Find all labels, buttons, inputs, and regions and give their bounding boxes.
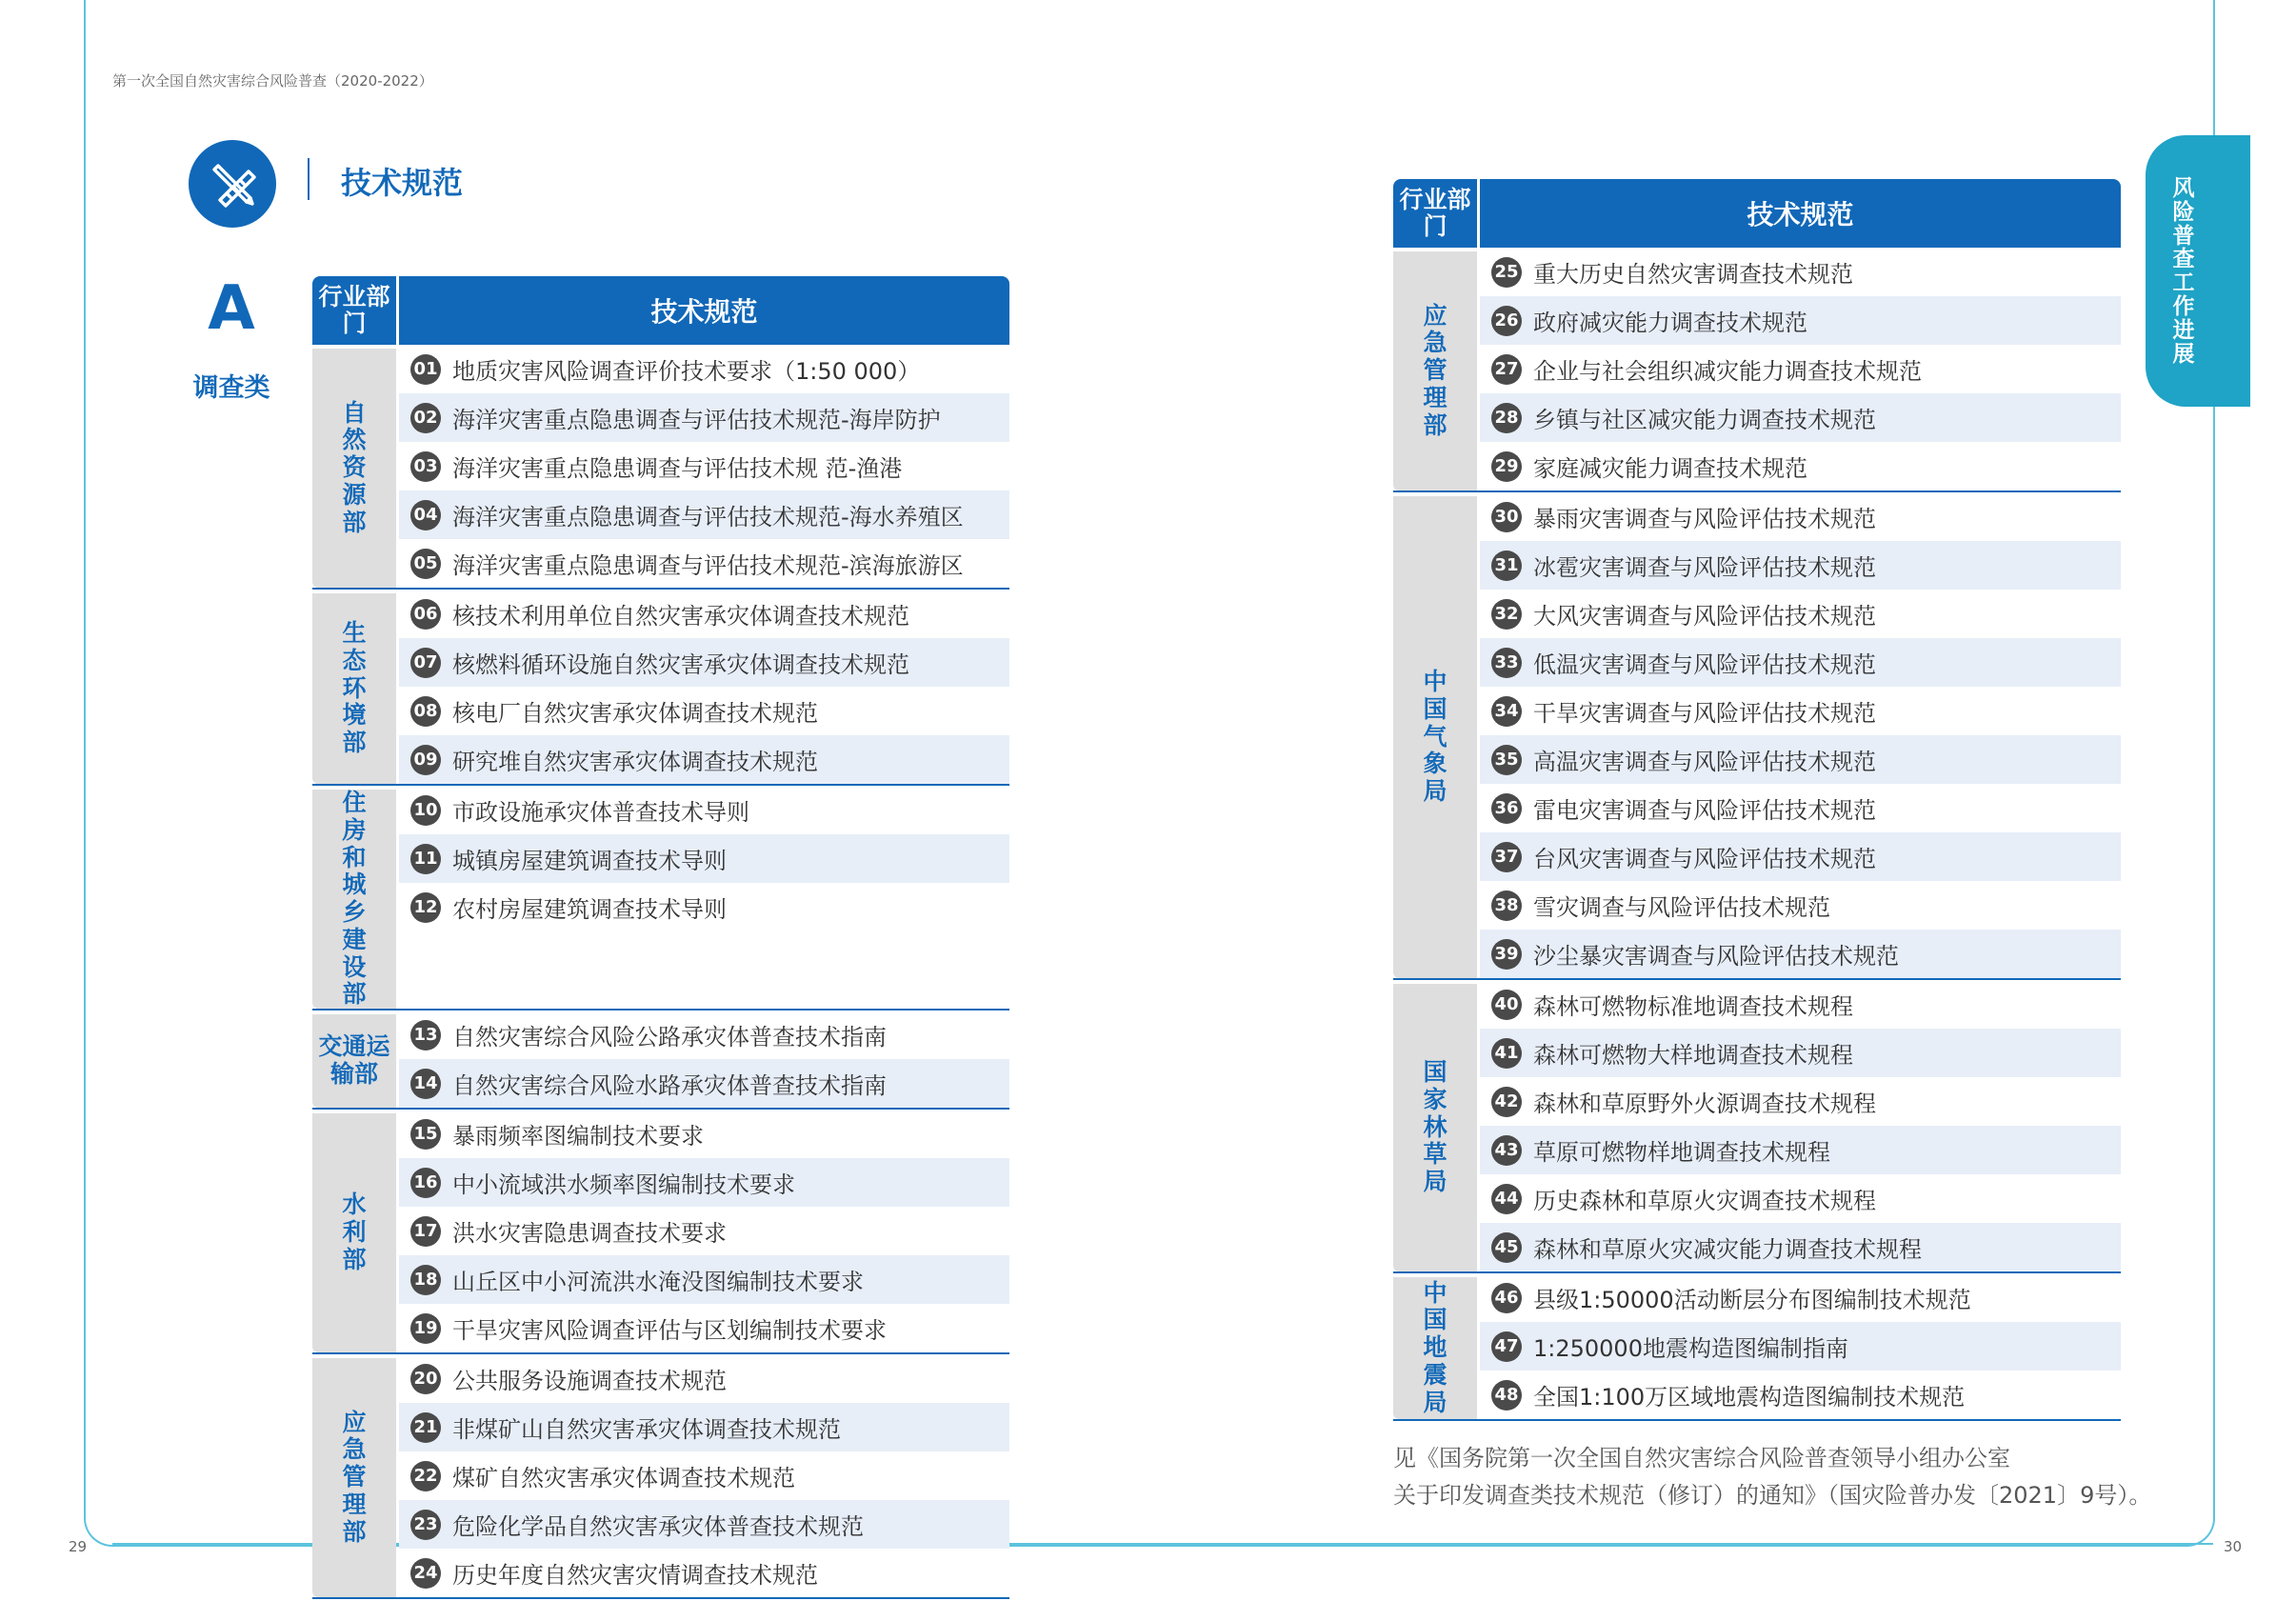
department-group — [1393, 980, 2121, 1273]
item-number-badge: 07 — [410, 648, 441, 678]
item-number-badge: 17 — [410, 1216, 441, 1247]
running-header: 第一次全国自然灾害综合风险普查（2020-2022） — [112, 72, 433, 90]
standard-name: 干旱灾害调查与风险评估技术规范 — [1533, 700, 1876, 727]
standards-list — [399, 1011, 1009, 1108]
standard-name: 雷电灾害调查与风险评估技术规范 — [1533, 797, 1876, 824]
standards-list — [399, 345, 1009, 588]
item-number-badge: 40 — [1491, 990, 1522, 1020]
table-row — [1480, 590, 2121, 638]
category-name: 调查类 — [192, 373, 270, 403]
item-number-badge: 11 — [410, 844, 441, 874]
standard-name: 核电厂自然灾害承灾体调查技术规范 — [452, 700, 818, 727]
standard-name: 公共服务设施调查技术规范 — [452, 1368, 727, 1394]
table-row — [1480, 881, 2121, 930]
department-cell — [312, 1014, 396, 1108]
category-letter: A — [208, 273, 255, 344]
table-row — [1480, 930, 2121, 978]
department-name: 中国气象局 — [1423, 668, 1447, 806]
item-number-badge: 48 — [1491, 1380, 1522, 1411]
department-name: 水利部 — [342, 1191, 367, 1273]
item-number-badge: 20 — [410, 1364, 441, 1394]
table-row — [1480, 442, 2121, 490]
item-number-badge: 26 — [1491, 306, 1522, 336]
standard-name: 历史森林和草原火灾调查技术规程 — [1533, 1188, 1876, 1214]
department-name: 应急管理部 — [342, 1408, 367, 1546]
footnote-line: 关于印发调查类技术规范（修订）的通知》（国灾险普办发〔2021〕9号）。 — [1393, 1481, 2152, 1509]
table-row — [1480, 248, 2121, 296]
item-number-badge: 42 — [1491, 1087, 1522, 1117]
item-number-badge: 38 — [1491, 891, 1522, 921]
department-group — [312, 590, 1009, 786]
standard-name: 海洋灾害重点隐患调查与评估技术规范-海水养殖区 — [452, 504, 964, 530]
standards-list — [1480, 492, 2121, 978]
item-number-badge: 33 — [1491, 648, 1522, 678]
standard-name: 核技术利用单位自然灾害承灾体调查技术规范 — [452, 603, 909, 630]
standard-name: 核燃料循环设施自然灾害承灾体调查技术规范 — [452, 651, 909, 678]
department-cell — [312, 349, 396, 588]
item-number-badge: 25 — [1491, 257, 1522, 288]
table-row — [399, 1304, 1009, 1352]
table-row — [399, 1451, 1009, 1500]
table-row — [399, 393, 1009, 442]
department-name: 应急管理部 — [1423, 301, 1447, 439]
standards-list — [399, 590, 1009, 784]
standard-name: 草原可燃物样地调查技术规程 — [1533, 1139, 1830, 1166]
department-cell — [312, 790, 396, 1009]
standard-name: 自然灾害综合风险水路承灾体普查技术指南 — [452, 1072, 887, 1099]
standard-name: 海洋灾害重点隐患调查与评估技术规范-滨海旅游区 — [452, 552, 964, 579]
table-row — [1480, 1371, 2121, 1419]
standard-name: 政府减灾能力调查技术规范 — [1533, 310, 1807, 336]
table-row — [1480, 1223, 2121, 1271]
table-row — [1480, 296, 2121, 345]
item-number-badge: 39 — [1491, 939, 1522, 970]
table-row — [399, 490, 1009, 539]
item-number-badge: 28 — [1491, 403, 1522, 433]
department-group — [312, 786, 1009, 1011]
department-cell — [312, 593, 396, 784]
standard-name: 县级1:50000活动断层分布图编制技术规范 — [1533, 1287, 1971, 1313]
department-cell — [1393, 496, 1477, 978]
department-name: 国家林草局 — [1423, 1058, 1447, 1196]
standard-name: 城镇房屋建筑调查技术导则 — [452, 848, 727, 874]
standard-name: 重大历史自然灾害调查技术规范 — [1533, 261, 1853, 288]
standard-name: 森林和草原火灾减灾能力调查技术规程 — [1533, 1236, 1922, 1263]
item-number-badge: 16 — [410, 1168, 441, 1198]
header-dept: 行业部门 — [1393, 179, 1477, 248]
standard-name: 研究堆自然灾害承灾体调查技术规范 — [452, 749, 818, 775]
item-number-badge: 30 — [1491, 502, 1522, 532]
item-number-badge: 12 — [410, 892, 441, 923]
item-number-badge: 01 — [410, 354, 441, 385]
standard-name: 大风灾害调查与风险评估技术规范 — [1533, 603, 1876, 630]
department-group — [1393, 1273, 2121, 1421]
standard-name: 低温灾害调查与风险评估技术规范 — [1533, 651, 1876, 678]
item-number-badge: 35 — [1491, 745, 1522, 775]
item-number-badge: 47 — [1491, 1331, 1522, 1362]
table-row — [1480, 638, 2121, 687]
item-number-badge: 13 — [410, 1020, 441, 1051]
item-number-badge: 09 — [410, 745, 441, 775]
item-number-badge: 19 — [410, 1313, 441, 1344]
standards-table-right — [1393, 179, 2121, 1421]
item-number-badge: 41 — [1491, 1038, 1522, 1069]
item-number-badge: 43 — [1491, 1135, 1522, 1166]
table-row — [399, 735, 1009, 784]
department-group — [1393, 492, 2121, 980]
table-row — [399, 345, 1009, 393]
department-name: 交通运输部 — [318, 1032, 390, 1088]
table-row — [1480, 492, 2121, 541]
table-row — [399, 1059, 1009, 1108]
item-number-badge: 24 — [410, 1558, 441, 1589]
item-number-badge: 04 — [410, 500, 441, 530]
table-row — [399, 539, 1009, 588]
standard-name: 1:250000地震构造图编制指南 — [1533, 1335, 1848, 1362]
table-row — [399, 442, 1009, 490]
table-header — [1393, 179, 2121, 248]
standard-name: 危险化学品自然灾害承灾体普查技术规范 — [452, 1513, 864, 1540]
item-number-badge: 37 — [1491, 842, 1522, 872]
item-number-badge: 22 — [410, 1461, 441, 1491]
header-dept: 行业部门 — [312, 276, 396, 345]
standard-name: 全国1:100万区域地震构造图编制技术规范 — [1533, 1384, 1966, 1411]
table-row — [399, 786, 1009, 834]
standard-name: 煤矿自然灾害承灾体调查技术规范 — [452, 1465, 795, 1491]
standard-name: 乡镇与社区减灾能力调查技术规范 — [1533, 407, 1876, 433]
department-name: 住房和城乡建设部 — [342, 789, 367, 1009]
standard-name: 暴雨灾害调查与风险评估技术规范 — [1533, 506, 1876, 532]
standard-name: 农村房屋建筑调查技术导则 — [452, 896, 727, 923]
standard-name: 市政设施承灾体普查技术导则 — [452, 799, 749, 826]
standard-name: 山丘区中小河流洪水淹没图编制技术要求 — [452, 1269, 864, 1295]
department-cell — [1393, 251, 1477, 490]
item-number-badge: 31 — [1491, 550, 1522, 581]
standards-list — [1480, 1273, 2121, 1419]
department-cell — [1393, 984, 1477, 1271]
table-row — [1480, 1077, 2121, 1126]
standards-list — [399, 786, 1009, 1009]
table-row — [1480, 541, 2121, 590]
item-number-badge: 45 — [1491, 1232, 1522, 1263]
item-number-badge: 03 — [410, 451, 441, 482]
table-row — [399, 1403, 1009, 1451]
table-row — [1480, 393, 2121, 442]
standards-list — [399, 1354, 1009, 1597]
department-name: 生态环境部 — [342, 619, 367, 757]
item-number-badge: 18 — [410, 1265, 441, 1295]
standard-name: 沙尘暴灾害调查与风险评估技术规范 — [1533, 943, 1899, 970]
table-row — [399, 687, 1009, 735]
standard-name: 地质灾害风险调查评价技术要求（1:50 000） — [452, 358, 921, 385]
item-number-badge: 44 — [1491, 1184, 1522, 1214]
table-row — [1480, 832, 2121, 881]
table-row — [1480, 1029, 2121, 1077]
item-number-badge: 36 — [1491, 793, 1522, 824]
table-row — [399, 1207, 1009, 1255]
page-number-left: 29 — [69, 1538, 88, 1555]
header-standard: 技术规范 — [1480, 179, 2121, 248]
standard-name: 森林可燃物标准地调查技术规程 — [1533, 993, 1853, 1020]
table-row — [1480, 1273, 2121, 1322]
table-row — [399, 1549, 1009, 1597]
table-row — [399, 1158, 1009, 1207]
table-row — [399, 1110, 1009, 1158]
standard-name: 高温灾害调查与风险评估技术规范 — [1533, 749, 1876, 775]
item-number-badge: 27 — [1491, 354, 1522, 385]
standards-table-left — [312, 276, 1009, 1599]
table-row — [399, 834, 1009, 883]
department-group — [1393, 248, 2121, 492]
standards-list — [399, 1110, 1009, 1352]
pencil-ruler-icon — [189, 140, 276, 228]
standard-name: 海洋灾害重点隐患调查与评估技术规范-海岸防护 — [452, 407, 941, 433]
table-row — [1480, 1126, 2121, 1174]
standards-list — [1480, 248, 2121, 490]
standards-list — [1480, 980, 2121, 1271]
item-number-badge: 34 — [1491, 696, 1522, 727]
standard-name: 历史年度自然灾害灾情调查技术规范 — [452, 1562, 818, 1589]
table-header — [312, 276, 1009, 345]
side-chapter-tab[interactable] — [2146, 135, 2250, 407]
table-row — [1480, 687, 2121, 735]
item-number-badge: 15 — [410, 1119, 441, 1150]
standard-name: 海洋灾害重点隐患调查与评估技术规 范-渔港 — [452, 455, 903, 482]
standard-name: 洪水灾害隐患调查技术要求 — [452, 1220, 727, 1247]
table-row — [399, 1500, 1009, 1549]
standard-name: 中小流域洪水频率图编制技术要求 — [452, 1171, 795, 1198]
item-number-badge: 02 — [410, 403, 441, 433]
item-number-badge: 06 — [410, 599, 441, 630]
table-row — [1480, 784, 2121, 832]
section-title: 技术规范 — [341, 165, 464, 201]
item-number-badge: 23 — [410, 1510, 441, 1540]
standard-name: 企业与社会组织减灾能力调查技术规范 — [1533, 358, 1922, 385]
department-cell — [1393, 1277, 1477, 1419]
table-row — [399, 1354, 1009, 1403]
department-cell — [312, 1358, 396, 1597]
standard-name: 台风灾害调查与风险评估技术规范 — [1533, 846, 1876, 872]
table-row — [1480, 345, 2121, 393]
page-number-right: 30 — [2224, 1538, 2243, 1555]
section-divider — [308, 158, 309, 200]
department-group — [312, 1354, 1009, 1599]
standard-name: 森林可燃物大样地调查技术规程 — [1533, 1042, 1853, 1069]
item-number-badge: 29 — [1491, 451, 1522, 482]
item-number-badge: 46 — [1491, 1283, 1522, 1313]
item-number-badge: 32 — [1491, 599, 1522, 630]
table-row — [399, 883, 1009, 931]
header-standard: 技术规范 — [399, 276, 1009, 345]
department-group — [312, 1110, 1009, 1354]
footnote-line: 见《国务院第一次全国自然灾害综合风险普查领导小组办公室 — [1393, 1445, 2010, 1471]
footnote — [1393, 1440, 2151, 1514]
table-row — [1480, 735, 2121, 784]
table-row — [1480, 980, 2121, 1029]
department-name: 自然资源部 — [342, 398, 367, 536]
table-row — [399, 1255, 1009, 1304]
department-name: 中国地震局 — [1423, 1278, 1447, 1416]
standard-name: 自然灾害综合风险公路承灾体普查技术指南 — [452, 1024, 887, 1051]
item-number-badge: 05 — [410, 549, 441, 579]
table-row — [1480, 1322, 2121, 1371]
item-number-badge: 21 — [410, 1412, 441, 1443]
department-cell — [312, 1113, 396, 1352]
standard-name: 家庭减灾能力调查技术规范 — [1533, 455, 1807, 482]
table-row — [399, 590, 1009, 638]
side-chapter-tab-label: 风险普查工作进展 — [2172, 176, 2195, 367]
item-number-badge: 14 — [410, 1069, 441, 1099]
department-group — [312, 1011, 1009, 1110]
item-number-badge: 10 — [410, 795, 441, 826]
standard-name: 冰雹灾害调查与风险评估技术规范 — [1533, 554, 1876, 581]
table-row — [399, 638, 1009, 687]
item-number-badge: 08 — [410, 696, 441, 727]
standard-name: 非煤矿山自然灾害承灾体调查技术规范 — [452, 1416, 841, 1443]
standard-name: 雪灾调查与风险评估技术规范 — [1533, 894, 1830, 921]
department-group — [312, 345, 1009, 590]
standard-name: 森林和草原野外火源调查技术规程 — [1533, 1091, 1876, 1117]
standard-name: 暴雨频率图编制技术要求 — [452, 1123, 704, 1150]
table-row — [1480, 1174, 2121, 1223]
standard-name: 干旱灾害风险调查评估与区划编制技术要求 — [452, 1317, 887, 1344]
table-row — [399, 1011, 1009, 1059]
